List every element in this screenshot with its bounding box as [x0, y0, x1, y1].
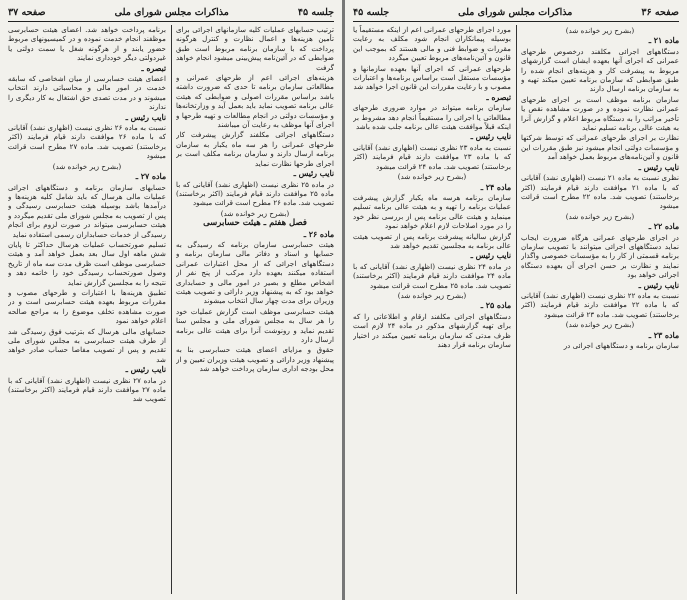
paragraph: نظارت بر اجرای طرحهای عمرانی که توسط شرکتها و مؤسسات دولتی انجام میشود نیز طبق مقررات این قانون و آئین‌نامه‌های مربوط بعمل خواهد آمد: [521, 133, 679, 162]
speaker-or-article-heading: ماده ۲۳ ـ: [648, 330, 679, 340]
section-heading: فصل هفتم ـ هیئت حسابرسی: [203, 218, 307, 229]
paragraph: تطبیق هزینه‌ها با اعتبارات و طرحهای مصوب و مقررات مربوط بعهده هیئت حسابرسی است و در صورت مشاهده تخلف موضوع را به مراجع صالحه اعلام خواهد نمود: [8, 287, 166, 326]
speaker-or-article-heading: نایب رئیس ـ: [470, 251, 511, 261]
page-title: مذاکرات مجلس شورای ملی: [458, 6, 573, 18]
header-rule: [8, 21, 334, 22]
speaker-or-article-heading: نایب رئیس ـ: [470, 132, 511, 142]
left-page: [0, 0, 342, 600]
column-divider: [516, 25, 517, 594]
text-column-left: [353, 25, 511, 596]
paragraph: دستگاههای اجرائی مکلفند گزارش پیشرفت کار طرحهای عمرانی را هر سه ماه یکبار به سازمان برنامه ارسال دارند و سازمان برنامه مکلف است بر اجرای طرحها نظارت نماید: [176, 130, 334, 168]
paragraph: نسبت به ماده ۲۲ نظری نیست (اظهاری نشد) آقایانی که با ماده ۲۲ موافقت دارند قیام فرمایند (اکثر برخاستند) تصویب شد. ماده ۲۳ قرائت میشود: [521, 290, 679, 319]
reading-note: (بشرح زیر خوانده شد): [565, 211, 635, 221]
paragraph: نظری نسبت به ماده ۲۱ نیست (اظهاری نشد) آقایانی که با ماده ۲۱ موافقت دارند قیام فرمایند (اکثر برخاستند) تصویب شد. ماده ۲۲ مطرح است قرائت میشود: [521, 173, 679, 211]
paragraph: نسبت به ماده ۲۶ نظری نیست (اظهاری نشد) آقایانی که با ماده ۲۶ موافقت دارند قیام فرمایند (اکثر برخاستند) تصویب شد. ماده ۲۷ مطرح است قرائت میشود: [8, 123, 166, 161]
reading-note: (بشرح زیر خوانده شد): [565, 26, 635, 35]
paragraph: تسلیم صورتحساب عملیات هرسال حداکثر تا پایان شش ماهه اول سال بعد بعمل خواهد آمد و هیئت حسابرسی موظف است ظرف مدت سه ماه از تاریخ وصول صورتحساب رسیدگی خود را خاتمه دهد و نتیجه را به مجلسین گزارش نماید: [8, 239, 166, 287]
text-column-right: [521, 25, 679, 596]
paragraph: در ماده ۲۷ نظری نیست (اظهاری نشد) آقایانی که با ماده ۲۷ موافقت دارند قیام فرمایند (اکثر برخاستند) تصویب شد: [8, 375, 166, 404]
speaker-or-article-heading: ماده ۲۲ ـ: [648, 222, 679, 232]
speaker-or-article-heading: ماده ۲۱ ـ: [648, 36, 679, 46]
paragraph: در ماده ۲۴ نظری نیست (اظهاری نشد) آقایانی که با ماده ۲۴ موافقت دارند قیام فرمایند (اکثر برخاستند) تصویب شد. ماده ۲۵ مطرح است قرائت میشود: [353, 261, 511, 290]
speaker-or-article-heading: ماده ۲۷ ـ: [135, 172, 166, 182]
paragraph: سازمان برنامه هرسه ماه یکبار گزارش پیشرفت عملیات برنامه را تهیه و به هیئت عالی برنامه تسلیم مینماید و هیئت عالی برنامه پس از بررسی نظر خود را در مورد اصلاحات لازم اعلام خواهد نمود: [353, 192, 511, 231]
text-column-right: [176, 25, 334, 596]
paragraph: ترتیب حسابهای عملیات کلیه سازمانهای اجرائی برای تأمین هزینه‌ها و اعمال نظارت و کنترل هرگونه پرداخت که با سازمان برنامه مربوط است طبق ضوابطی که در آئین‌نامه پیش‌بینی میشود انجام خواهد گرفت: [176, 25, 334, 72]
paragraph: دستگاههای اجرائی مکلفند ارقام و اطلاعاتی را که برای تهیه گزارشهای مذکور در ماده ۲۴ لازم است ظرف مدتی که سازمان برنامه تعیین میکند در اختیار سازمان برنامه قرار دهند: [353, 311, 511, 349]
right-page: [345, 0, 687, 600]
speaker-or-article-heading: تبصره ـ: [486, 92, 511, 102]
paragraph: هیئت حسابرسی سازمان برنامه که رسیدگی به حسابها و اسناد و دفاتر مالی سازمان برنامه و دستگاههای اجرائی که از محل اعتبارات عمرانی استفاده میکنند بعهده دارد مرکب از پنج نفر از اشخاص مطلع و بصیر در امور مالی و حسابداری خواهد بود که به پیشنهاد وزیر دارائی و تصویب هیئت وزیران برای مدت چهار سال انتخاب میشوند: [176, 239, 334, 306]
paragraph: حسابهای مالی هرسال که بترتیب فوق رسیدگی شد از طرف هیئت حسابرسی به مجلس شورای ملی تقدیم و پس از تصویب مفاصا حساب صادر خواهد شد: [8, 326, 166, 364]
paragraph: سازمان برنامه و دستگاههای اجرائی در: [563, 341, 679, 350]
speaker-or-article-heading: نایب رئیس ـ: [638, 162, 679, 172]
paragraph: حسابهای سازمان برنامه و دستگاههای اجرائی عملیات مالی هرسال که باید شامل کلیه هزینه‌ها و درآمدها باشد بوسیله هیئت حسابرسی رسیدگی و پس از تصویب به مجلس شورای ملی تقدیم میگردد و هیئت حسابرسی میتواند در صورت لزوم برای انجام رسیدگی از خدمات حسابداران رسمی استفاده نماید: [8, 182, 166, 239]
header-rule: [353, 21, 679, 22]
page-header: [8, 4, 334, 20]
paragraph: دستگاههای اجرائی مکلفند درخصوص طرحهای عمرانی که اجرای آنها بعهده ایشان است گزارشهای مربوط به پیشرفت کار و هزینه‌های انجام شده را طبق ضوابطی که سازمان برنامه تعیین میکند تهیه و به سازمان برنامه ارسال دارند: [521, 46, 679, 94]
reading-note: (بشرح زیر خوانده شد): [52, 161, 122, 171]
speaker-or-article-heading: ماده ۲۴ ـ: [480, 182, 511, 192]
reading-note: (بشرح زیر خوانده شد): [220, 208, 290, 218]
page-number: صفحه ۳۶: [641, 6, 679, 18]
column-divider: [171, 25, 172, 594]
page-title: مذاکرات مجلس شورای ملی: [114, 6, 229, 18]
speaker-or-article-heading: ماده ۲۵ ـ: [480, 301, 511, 311]
paragraph: مورد اجرای طرحهای عمرانی اعم از اینکه مستقیماً یا بوسیله پیمانکاران انجام شود مکلف به رعایت مقررات و ضوابط فنی و مالی هستند که بموجب این قانون و آئین‌نامه‌های مربوط تعیین میگردد: [353, 25, 511, 63]
speaker-or-article-heading: نایب رئیس ـ: [125, 112, 166, 122]
paragraph: حقوق و مزایای اعضای هیئت حسابرسی بنا به پیشنهاد وزیر دارائی و تصویب هیئت وزیران تعیین و از محل بودجه اداری سازمان پرداخت خواهد شد: [176, 345, 334, 374]
page-header: [353, 4, 679, 20]
reading-note: (بشرح زیر خوانده شد): [397, 290, 467, 300]
paragraph: طرحهای عمرانی که اجرای آنها بعهده سازمانها و مؤسسات مستقل است براساس برنامه‌ها و اعتبارات مصوب و با رعایت مقررات این قانون اجرا خواهد شد: [353, 63, 511, 92]
paragraph: نسبت به ماده ۲۳ نظری نیست (اظهاری نشد) آقایانی که با ماده ۲۳ موافقت دارند قیام فرمایند (اکثر برخاستند) تصویب شد. ماده ۲۴ قرائت میشود: [353, 142, 511, 171]
paragraph: در اجرای طرحهای عمرانی هرگاه ضرورت ایجاب نماید دستگاههای اجرائی میتوانند با تصویب سازمان برنامه قسمتی از کار را به مؤسسات خصوصی واگذار نمایند و نظارت بر حسن اجرای آن بعهده دستگاه اجرائی خواهد بود: [521, 232, 679, 280]
speaker-or-article-heading: ماده ۲۶ ـ: [303, 229, 334, 239]
paragraph: در ماده ۲۵ نظری نیست (اظهاری نشد) آقایانی که با ماده ۲۵ موافقت دارند قیام فرمایند (اکثر برخاستند) تصویب شد. ماده ۲۶ مطرح است قرائت میشود: [176, 179, 334, 208]
speaker-or-article-heading: نایب رئیس ـ: [293, 169, 334, 179]
session-number: جلسه ۴۵: [353, 6, 390, 18]
speaker-or-article-heading: نایب رئیس ـ: [638, 280, 679, 290]
session-number: جلسه ۴۵: [297, 6, 334, 18]
speaker-or-article-heading: تبصره ـ: [141, 63, 166, 73]
paragraph: هیئت حسابرسی موظف است گزارش عملیات خود را هر سال به مجلس شورای ملی و مجلس سنا تقدیم نماید و رونوشت آنرا برای هیئت عالی برنامه ارسال دارد: [176, 306, 334, 344]
paragraph: سازمان برنامه میتواند در موارد ضروری طرحهای مطالعاتی یا اجرائی را مستقیماً انجام دهد مشروط بر اینکه قبلاً موافقت هیئت عالی برنامه جلب شده باشد: [353, 103, 511, 132]
paragraph: گزارش سالیانه پیشرفت برنامه پس از تصویب هیئت عالی برنامه به مجلسین تقدیم خواهد شد: [353, 231, 511, 250]
paragraph: برنامه پرداخت خواهد شد. اعضای هیئت حسابرسی موظفند انجام خدمت نموده و در کمیسیونهای مربوط حضور یابند و از هرگونه شغل یا سمت دولتی یا غیردولتی دیگر خودداری نمایند: [8, 25, 166, 63]
speaker-or-article-heading: نایب رئیس ـ: [125, 365, 166, 375]
reading-note: (بشرح زیر خوانده شد): [397, 172, 467, 182]
page-number: صفحه ۳۷: [8, 6, 46, 18]
paragraph: سازمان برنامه موظف است بر اجرای طرحهای عمرانی نظارت نموده و در صورت مشاهده نقص یا تأخیر مراتب را به دستگاه مربوط اعلام و گزارش آنرا به هیئت عالی برنامه تسلیم نماید: [521, 94, 679, 133]
text-column-left: [8, 25, 166, 596]
paragraph: اعضای هیئت حسابرسی از میان اشخاصی که سابقه خدمت در امور مالی و محاسباتی دارند انتخاب میشوند و در مدت تصدی حق اشتغال به کار دیگری را ندارند: [8, 74, 166, 112]
reading-note: (بشرح زیر خوانده شد): [565, 320, 635, 330]
paragraph: هزینه‌های اجرائی اعم از طرحهای عمرانی و مطالعاتی سازمان برنامه تا حدی که ضرورت داشته باشد براساس مقررات اصولی و ضوابطی که هیئت عالی برنامه تصویب نماید باید بعمل آید و وزارتخانه‌ها و مؤسسات دولتی در انجام مطالعات و تهیه طرحها و اجرای آنها موظف به رعایت آن میباشند: [176, 73, 334, 130]
